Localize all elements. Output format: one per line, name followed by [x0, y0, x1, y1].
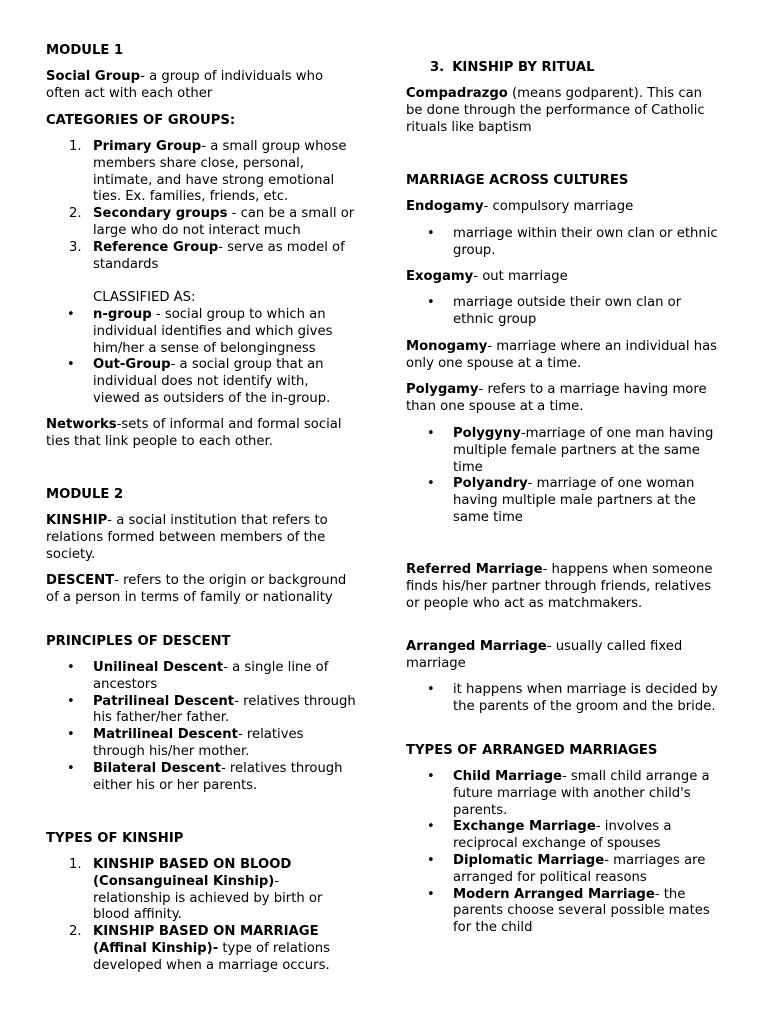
definition: - can be a small or large who do not interact much	[93, 206, 355, 238]
list-item	[46, 307, 358, 357]
definition: -sets of informal and formal social ties that link people to each other.	[46, 417, 342, 449]
bullet-icon: •	[67, 693, 75, 709]
referred-marriage-definition	[406, 562, 722, 612]
definition: -marriage of one man having multiple female partners at the same time	[453, 426, 714, 475]
term: Referred Marriage	[406, 562, 543, 577]
social-group-definition	[46, 69, 358, 103]
term: Monogamy	[406, 339, 488, 354]
list-item	[46, 857, 358, 924]
list-item	[406, 226, 722, 260]
bullet-icon: •	[427, 682, 435, 697]
term: KINSHIP BASED ON BLOOD (Consanguineal Kinship)	[93, 857, 292, 889]
term: Reference Group	[93, 239, 219, 255]
bullet-icon: •	[427, 819, 435, 835]
definition: type of relations developed when a marriage occurs.	[93, 940, 331, 973]
term: Social Group	[46, 69, 141, 84]
definition: - usually called fixed marriage	[406, 639, 683, 671]
list-item	[406, 295, 722, 329]
categories-heading: CATEGORIES OF GROUPS:	[46, 113, 236, 128]
term: Exogamy	[406, 269, 474, 284]
list-item	[406, 853, 722, 887]
definition: - relatives through either his or her parents.	[93, 760, 343, 793]
definition: - a social group that an individual does not identify with, viewed as outsiders of the in-group.	[93, 357, 331, 406]
term: n-group	[93, 307, 152, 322]
bullet-icon: •	[427, 769, 435, 784]
exogamy-definition	[406, 269, 722, 286]
types-of-arranged-marriages-heading: TYPES OF ARRANGED MARRIAGES	[406, 743, 658, 758]
definition: - marriages are arranged for political reasons	[453, 852, 706, 885]
list-number: 3.	[430, 60, 445, 75]
bullet-icon: •	[427, 426, 435, 441]
term: Primary Group	[93, 139, 202, 154]
definition: - compulsory marriage	[483, 199, 634, 214]
list-item	[46, 357, 358, 407]
definition: - a single line of ancestors	[93, 660, 329, 692]
definition: - refers to a marriage having more than one spouse at a time.	[406, 382, 707, 414]
bullet-icon: •	[67, 660, 75, 675]
bullet-icon: •	[427, 476, 435, 492]
bullet-icon: •	[427, 295, 435, 310]
marriage-across-cultures-heading: MARRIAGE ACROSS CULTURES	[406, 173, 629, 188]
endogamy-list	[406, 226, 722, 260]
list-item	[406, 426, 722, 476]
definition: - the parents choose several possible mates for the child	[453, 886, 710, 936]
arranged-marriage-definition	[406, 639, 722, 673]
arranged-marriage-list	[406, 682, 722, 716]
descent-definition	[46, 573, 358, 607]
categories-list	[46, 139, 358, 273]
bullet-icon: •	[427, 226, 435, 241]
types-of-kinship-list	[46, 857, 358, 975]
list-number: 1.	[69, 857, 82, 872]
list-item	[46, 924, 358, 974]
kinship-by-ritual-heading	[406, 60, 746, 77]
term: Unilineal Descent	[93, 660, 224, 675]
term: Exchange Marriage	[453, 819, 596, 835]
polygamy-definition	[406, 382, 722, 416]
definition: - out marriage	[473, 269, 568, 284]
bullet-icon: •	[67, 760, 75, 776]
list-item	[46, 660, 358, 694]
definition: - serve as model of standards	[93, 239, 345, 272]
term: Diplomatic Marriage	[453, 852, 605, 868]
bullet-icon: •	[427, 852, 435, 868]
heading-text: KINSHIP BY RITUAL	[452, 60, 595, 75]
term: Matrilineal Descent	[93, 727, 238, 743]
item-text: marriage outside their own clan or ethnic group	[453, 295, 682, 327]
list-item	[406, 476, 722, 526]
term: KINSHIP	[46, 513, 108, 528]
definition: - social group to which an individual identifies and which gives him/her a sense of belongingness	[93, 307, 333, 356]
monogamy-definition	[406, 339, 722, 373]
module-2-heading: MODULE 2	[46, 487, 124, 502]
list-number: 1.	[69, 139, 82, 154]
list-item	[406, 887, 722, 937]
definition: - marriage where an individual has only one spouse at a time.	[406, 339, 718, 371]
term: KINSHIP BASED ON MARRIAGE (Affinal Kinship)-	[93, 924, 319, 956]
term: Secondary groups	[93, 206, 228, 222]
list-item	[406, 682, 722, 716]
definition: - small child arrange a future marriage with another child's parents.	[453, 769, 710, 818]
definition: - a small group whose members share close, personal, intimate, and have strong emotional ties. Ex. families, friends, etc.	[93, 139, 347, 205]
list-item	[46, 694, 358, 728]
term: Compadrazgo	[406, 86, 508, 101]
list-item	[406, 769, 722, 819]
term: Polyandry	[453, 476, 528, 492]
list-item	[46, 727, 358, 761]
term: Endogamy	[406, 199, 484, 214]
list-item	[46, 761, 358, 795]
term: Patrilineal Descent	[93, 693, 235, 709]
definition: - happens when someone finds his/her partner through friends, relatives or people who act as matchmakers.	[406, 562, 713, 611]
term: Out-Group	[93, 357, 171, 373]
term: Networks	[46, 417, 117, 432]
list-item	[46, 139, 358, 206]
item-text: marriage within their own clan or ethnic group.	[453, 226, 718, 258]
definition: (means godparent). This can be done through the performance of Catholic rituals like baptism	[406, 86, 705, 135]
definition: - a social institution that refers to relations formed between members of the society.	[46, 513, 328, 562]
list-item	[46, 240, 358, 274]
list-item	[406, 819, 722, 853]
list-item	[46, 206, 358, 240]
classified-as-label: CLASSIFIED AS:	[93, 290, 196, 305]
definition: - a group of individuals who often act with each other	[46, 69, 324, 101]
module-1-heading: MODULE 1	[46, 43, 124, 58]
definition: - relatives through his father/her father.	[93, 693, 356, 726]
definition: - relatives through his/her mother.	[93, 727, 304, 759]
classified-list	[46, 307, 358, 408]
exogamy-list	[406, 295, 722, 329]
list-number: 2.	[69, 206, 82, 222]
kinship-definition	[46, 513, 358, 563]
item-text: it happens when marriage is decided by the parents of the groom and the bride.	[453, 682, 718, 714]
principles-heading: PRINCIPLES OF DESCENT	[46, 634, 231, 649]
definition: - refers to the origin or background of a person in terms of family or nationality	[46, 573, 347, 605]
polygamy-list	[406, 426, 722, 527]
principles-list	[46, 660, 358, 794]
bullet-icon: •	[427, 886, 435, 902]
definition: - relationship is achieved by birth or blood affinity.	[93, 873, 323, 923]
bullet-icon: •	[67, 357, 75, 373]
compadrazgo-definition	[406, 86, 722, 136]
list-number: 2.	[69, 924, 82, 940]
term: Child Marriage	[453, 769, 562, 784]
networks-definition	[46, 417, 358, 451]
term: Polygyny	[453, 426, 521, 441]
term: Modern Arranged Marriage	[453, 886, 655, 902]
term: Arranged Marriage	[406, 639, 547, 654]
types-of-kinship-heading: TYPES OF KINSHIP	[46, 831, 184, 846]
bullet-icon: •	[67, 727, 75, 743]
term: Bilateral Descent	[93, 760, 221, 776]
term: Polygamy	[406, 382, 479, 397]
definition: - involves a reciprocal exchange of spouses	[453, 819, 672, 852]
types-of-arranged-marriages-list	[406, 769, 722, 937]
list-number: 3.	[69, 239, 82, 255]
term: DESCENT	[46, 573, 115, 588]
bullet-icon: •	[67, 307, 75, 322]
endogamy-definition	[406, 199, 722, 216]
definition: - marriage of one woman having multiple male partners at the same time	[453, 476, 696, 525]
